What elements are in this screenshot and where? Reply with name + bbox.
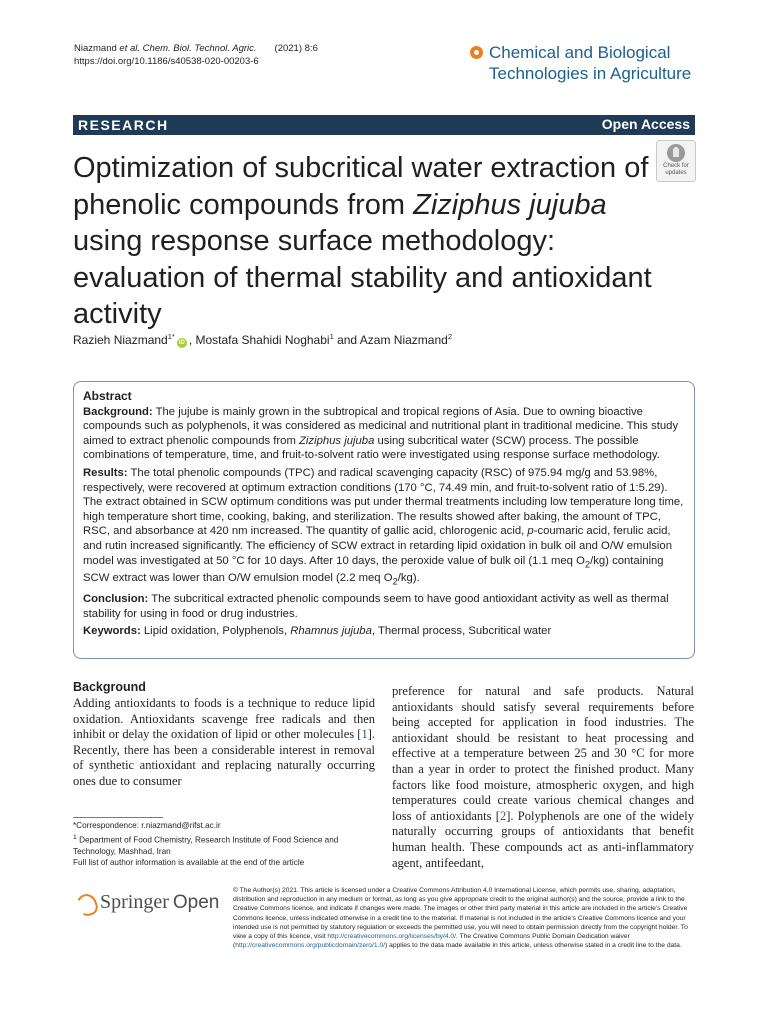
license-link-cc-by[interactable]: http://creativecommons.org/licenses/by/4.0/ bbox=[327, 933, 457, 941]
abstract-background bbox=[83, 405, 686, 463]
author-list bbox=[73, 332, 452, 348]
doi-link[interactable]: https://doi.org/10.1186/s40538-020-00203-6 bbox=[74, 56, 259, 67]
abstract-box bbox=[73, 381, 695, 659]
citation-authors: Niazmand bbox=[74, 43, 117, 54]
conclusion-label: Conclusion: bbox=[83, 593, 149, 606]
springer-open-suffix: Open bbox=[172, 891, 220, 913]
keywords-label: Keywords: bbox=[83, 625, 141, 638]
article-type-label: RESEARCH bbox=[78, 117, 169, 133]
results-text-4: /kg). bbox=[397, 572, 420, 585]
keywords-text-2: , Thermal process, Subcritical water bbox=[371, 625, 552, 638]
abstract-keywords bbox=[83, 624, 686, 639]
badge-line1: Check for bbox=[663, 163, 689, 169]
orcid-icon[interactable]: iD bbox=[178, 340, 185, 346]
check-for-updates-button[interactable] bbox=[656, 140, 696, 182]
footnotes bbox=[73, 820, 373, 869]
abstract-results bbox=[83, 466, 686, 589]
affiliation-number: 1 bbox=[73, 833, 77, 841]
license-text-3: ) applies to the data made available in this article, unless otherwise stated in a credit line to the data. bbox=[385, 942, 682, 950]
affiliation bbox=[73, 832, 373, 858]
background-species: Ziziphus jujuba bbox=[299, 434, 375, 447]
results-text-1: The total phenolic compounds (TPC) and radical scavenging capacity (RSC) of 975.94 mg/g and 53.98%, respectively, were recovered at optimum extraction conditions (170 °C, 74.49 min, and fruit-to-solvent ratio of 1:5.29). The extract obtained in SCW optimum conditions was put under thermal treatments including low temperature long time, high temperature short time, cooking, baking, and sterilization. The results showed after baking, the amount of TPC, RSC, and absorbance at 420 nm increased. The quantity of gallic acid, chlorogenic acid, bbox=[83, 466, 684, 538]
footnote-divider bbox=[73, 817, 163, 818]
journal-name-line1: Chemical and Biological bbox=[489, 43, 671, 62]
journal-name bbox=[489, 42, 691, 84]
background-text-1: The jujube is mainly grown in the subtropical and tropical regions of Asia. Due to owning bioactive compounds such as polyphenols, it was considered as medicinal and nutritional plant in traditional medicine. This study aimed to extract phenolic compounds from bbox=[83, 405, 679, 447]
abstract-title: Abstract bbox=[83, 389, 132, 403]
author-3-affil: 2 bbox=[447, 332, 452, 341]
license-link-cc0[interactable]: http://creativecommons.org/publicdomain/zero/1.0/ bbox=[235, 942, 386, 950]
title-part2: using response surface methodology: evaluation of thermal stability and antioxidant activity bbox=[73, 225, 652, 330]
body-left-text-2: ]. Recently, there has been a considerable interest in removal of synthetic antioxidant and replacing naturally occurring ones due to consumer bbox=[73, 727, 375, 788]
reference-link-1[interactable]: 1 bbox=[361, 727, 368, 742]
body-column-left bbox=[73, 680, 375, 790]
results-sub-2: 2 bbox=[392, 575, 398, 587]
springer-horse-icon bbox=[74, 892, 96, 914]
author-1: Razieh Niazmand bbox=[73, 333, 168, 347]
title-species: Ziziphus jujuba bbox=[413, 188, 607, 221]
keywords-text-1: Lipid oxidation, Polyphenols, bbox=[140, 625, 291, 638]
author-2: , Mostafa Shahidi Noghabi bbox=[188, 333, 330, 347]
abstract-conclusion bbox=[83, 592, 686, 621]
license-text-1: © The Author(s) 2021. This article is licensed under a Creative Commons Attribution 4.0 International License, which permits use, sharing, adaptation, distribution and reproduction in any medium or format, as long as you give appropriate credit to the original author(s) and the source, provide a link to the Creative Commons licence, and indicate if changes were made. The images or other third party material in this article are included in the article’s Creative Commons licence, unless indicated otherwise in a credit line to the material. If material is not included in the article’s Creative Commons licence and your intended use is not permitted by statutory regulation or exceeds the permitted use, you will need to obtain permission directly from the copyright holder. To view a copy of this licence, visit bbox=[233, 887, 688, 941]
author-1-affil: 1* bbox=[167, 332, 175, 341]
title-part1: Optimization of subcritical water extraction of phenolic compounds from bbox=[73, 152, 649, 221]
article-type-banner bbox=[73, 115, 695, 135]
license-statement bbox=[233, 886, 695, 950]
body-right-text-1: preference for natural and safe products. Natural antioxidants should satisfy several requirements before being accepted for application in food industries. The antioxidant should be resistant to heat processing and effective at a temperature between 25 and 30 °C for more than a year in order to protect the finished product. Many factors like food moisture, atmospheric oxygen, and high temperatures could create various chemical changes and loss of antioxidants [ bbox=[392, 684, 694, 823]
keywords-species: Rhamnus jujuba bbox=[290, 625, 372, 638]
journal-mark-icon bbox=[470, 46, 483, 59]
article-header bbox=[74, 42, 336, 68]
bookmark-icon bbox=[667, 144, 685, 162]
affiliation-text: Department of Food Chemistry, Research Institute of Food Science and Technology, Mashhad, Iran bbox=[73, 835, 339, 856]
citation-journal: Chem. Biol. Technol. Agric. bbox=[142, 43, 257, 54]
results-sub-1: 2 bbox=[584, 557, 591, 569]
body-column-right bbox=[392, 684, 694, 871]
springer-name: Springer bbox=[100, 891, 169, 913]
springer-open-logo bbox=[74, 891, 219, 914]
author-3: and Azam Niazmand bbox=[333, 333, 448, 347]
citation-etal: et al. bbox=[119, 43, 141, 54]
correspondence: *Correspondence: r.niazmand@rifst.ac.ir bbox=[73, 821, 221, 830]
results-label: Results: bbox=[83, 466, 128, 479]
background-label: Background: bbox=[83, 405, 153, 418]
journal-logo bbox=[470, 42, 710, 84]
conclusion-text: The subcritical extracted phenolic compounds seem to have good antioxidant activity as well as thermal stability for using in food or drug industries. bbox=[83, 593, 669, 620]
badge-line2: updates bbox=[665, 169, 687, 176]
reference-link-2[interactable]: 2 bbox=[499, 808, 507, 823]
journal-name-line2: Technologies in Agriculture bbox=[489, 64, 692, 83]
results-text-2: -coumaric acid, ferulic acid, and rutin increased significantly. The efficiency of SCW extract in retarding lipid oxidation in bulk oil and O/W emulsion model was investigated at 50 °C for 10 days. After 10 days, the peroxide value of bulk oil (1.1 meq O bbox=[83, 525, 672, 567]
citation bbox=[74, 43, 257, 54]
open-access-label: Open Access bbox=[601, 116, 690, 132]
background-text-2: using subcritical water (SCW) process. The possible combinations of temperature, time, and fruit-to-solvent ratio were investigated using response surface methodology. bbox=[83, 434, 660, 462]
section-heading-background: Background bbox=[73, 680, 146, 694]
results-text-3: /kg) containing SCW extract was lower than O/W emulsion model (2.2 meq O bbox=[83, 554, 664, 585]
body-left-text-1: Adding antioxidants to foods is a technique to reduce lipid oxidation. Antioxidants scavenge free radicals and then inhibit or delay the oxidation of lipid or other molecules [ bbox=[73, 696, 375, 742]
full-author-info: Full list of author information is available at the end of the article bbox=[73, 858, 305, 868]
author-2-affil: 1 bbox=[329, 332, 334, 341]
citation-line bbox=[74, 42, 336, 55]
license-text-2: . The Creative Commons Public Domain Dedication waiver ( bbox=[233, 933, 630, 950]
citation-year-volume: (2021) 8:6 bbox=[274, 43, 318, 54]
body-right-text-2: ]. Polyphenols are one of the widely naturally occurring groups of antioxidants that benefit human health. These compounds act as anti-inflammatory agent, antifeedant, bbox=[392, 808, 694, 870]
article-title bbox=[73, 150, 653, 333]
results-italic: p bbox=[527, 525, 534, 538]
